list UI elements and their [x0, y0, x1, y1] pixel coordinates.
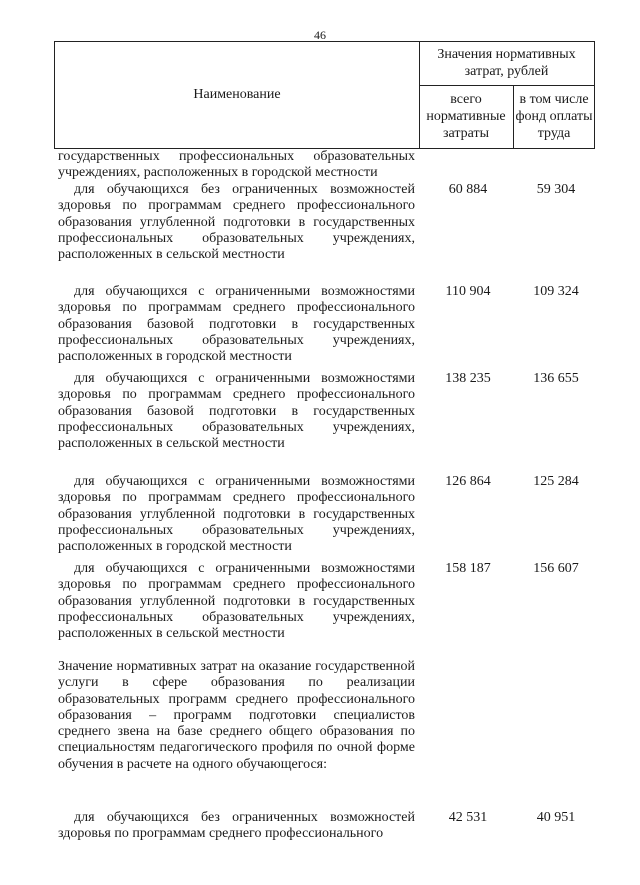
row-text: государственных профессиональных образовательных учреждениях, расположенных в городской местности: [58, 149, 415, 181]
wage-fund-value: 59 304: [536, 182, 576, 197]
total-cost-value: 110 904: [445, 284, 491, 299]
table-header: [54, 41, 595, 149]
total-cost-value: 158 187: [445, 561, 491, 576]
total-cost-value: 42 531: [448, 810, 488, 825]
values-column-header: Значения нормативных затрат, рублей: [419, 42, 594, 86]
total-cost-value: 138 235: [445, 371, 491, 386]
row-text: для обучающихся без ограниченных возможностей здоровья по программам среднего профессионального образования углубленной подготовки в государственных профессиональных образовательных учреждениях, расположенных в сельской местности: [58, 182, 415, 263]
wage-fund-value: 136 655: [533, 371, 579, 386]
total-cost-value: 126 864: [445, 474, 491, 489]
row-text: для обучающихся с ограниченными возможностями здоровья по программам среднего профессионального образования базовой подготовки в государственных профессиональных образовательных учреждениях, расположенных в сельской местности: [58, 371, 415, 452]
wage-fund-value: 156 607: [533, 561, 579, 576]
name-column-header: Наименование: [55, 42, 420, 148]
section-description: [58, 659, 415, 773]
total-cost-value: 60 884: [448, 182, 488, 197]
table-row: [58, 561, 415, 642]
table-row: [58, 371, 415, 452]
wage-fund-value: 125 284: [533, 474, 579, 489]
row-text: для обучающихся с ограниченными возможностями здоровья по программам среднего профессионального образования базовой подготовки в государственных профессиональных образовательных учреждениях, расположенных в городской местности: [58, 284, 415, 365]
table-row: [58, 149, 415, 182]
wage-fund-value: 40 951: [536, 810, 576, 825]
table-row: [58, 474, 415, 555]
row-text: для обучающихся с ограниченными возможностями здоровья по программам среднего профессионального образования углубленной подготовки в государственных профессиональных образовательных учреждениях, расположенных в городской местности: [58, 474, 415, 555]
wage-fund-value: 109 324: [533, 284, 579, 299]
wage-fund-column-header: в том числе фонд оплаты труда: [515, 92, 593, 141]
page-number: 46: [314, 28, 326, 42]
total-costs-column-header: всего нормативные затраты: [419, 86, 514, 148]
table-row: [58, 284, 415, 365]
table-row: [58, 182, 415, 263]
table-row: [58, 810, 415, 843]
row-text: для обучающихся без ограниченных возможностей здоровья по программам среднего профессионального: [58, 810, 415, 842]
row-text: для обучающихся с ограниченными возможностями здоровья по программам среднего профессионального образования углубленной подготовки в государственных профессиональных образовательных учреждениях, расположенных в сельской местности: [58, 561, 415, 642]
row-text: Значение нормативных затрат на оказание государственной услуги в сфере образования по реализации образовательных программ среднего профессионального образования – программ подготовки специалистов среднего звена на базе среднего общего образования по специальностям педагогического профиля по очной форме обучения в расчете на одного обучающегося:: [58, 659, 415, 772]
